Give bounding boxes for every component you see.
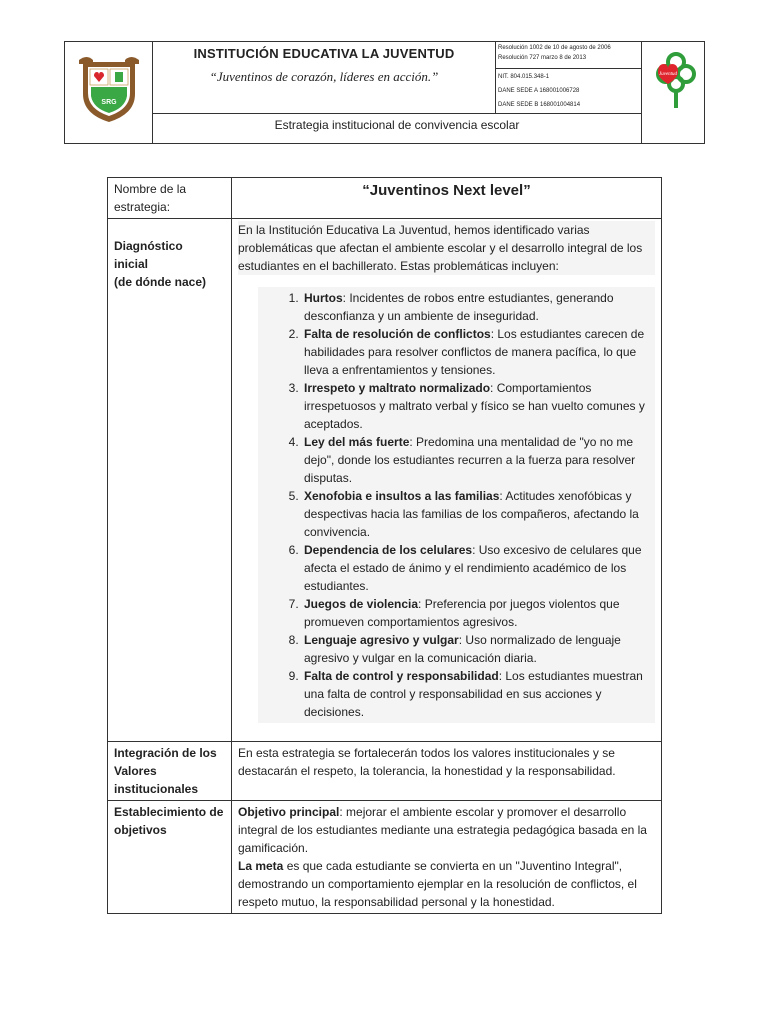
crest-label: SRG [101,99,117,106]
table-row [108,742,662,801]
resolution-block [496,42,641,69]
values-label-cell [108,742,232,801]
problem-item [302,433,655,487]
logo-cell [65,42,153,143]
goal-text: es que cada estudiante se convierta en un "Juventino Integral", demostrando un comportamiento ejemplar en la resolución de conflictos, el respeto mutuo, la responsabilidad personal y la honestidad. [238,859,637,909]
problem-title: Hurtos [304,291,343,305]
problem-text: : Incidentes de robos entre estudiantes, generando desconfianza y un ambiente de inseguridad. [304,291,614,323]
table-row [108,219,662,742]
objectives-content-cell [232,801,662,914]
problem-item [302,487,655,541]
strategy-name: “Juventinos Next level” [362,182,531,199]
right-logo-cell [642,42,704,143]
diagnostic-content-cell [232,219,662,742]
objectives-label-cell [108,801,232,914]
problem-text: : Los estudiantes carecen de habilidades para resolver conflictos de manera pacífica, lo que lleva a enfrentamientos y tensiones. [304,327,645,377]
problem-title: Lenguaje agresivo y vulgar [304,633,459,647]
problem-title: Xenofobia e insultos a las familias [304,489,500,503]
goal-bold: La meta [238,859,284,873]
strategy-title-cell [153,114,642,143]
objectives-label: Establecimiento de objetivos [114,805,224,837]
dane-a-line: DANE SEDE A 168001006728 [498,88,580,94]
problem-item [302,379,655,433]
document-header [64,41,705,144]
goal-paragraph [238,857,655,911]
problem-text: : Preferencia por juegos violentos que promueven comportamientos agresivos. [304,597,620,629]
strategy-title: Estrategia institucional de convivencia escolar [274,118,520,132]
objective-text: : mejorar el ambiente escolar y promover el desarrollo integral de los estudiantes mediante una estrategia pedagógica basada en la gamificación. [238,805,647,855]
school-crest-icon [79,54,139,124]
problem-text: : Los estudiantes muestran una falta de control y responsabilidad en sus acciones y decisiones. [304,669,643,719]
name-label: Nombre de la estrategia: [114,182,187,214]
institution-motto: “Juventinos de corazón, líderes en acción.” [209,69,439,84]
objective-paragraph [238,803,655,857]
problem-title: Irrespeto y maltrato normalizado [304,381,491,395]
values-text: En esta estrategia se fortalecerán todos los valores institucionales y se destacarán el respeto, la tolerancia, la honestidad y la responsabilidad. [238,746,616,778]
resolution-line: Resolución 1002 de 10 de agosto de 2006 [498,45,611,51]
table-row [108,801,662,914]
right-logo-label: Juventud [658,72,678,77]
problem-title: Falta de control y responsabilidad [304,669,499,683]
diagnostic-intro: En la Institución Educativa La Juventud, hemos identificado varias problemáticas que afectan el ambiente escolar y el desarrollo integral de los estudiantes en el bachillerato. Estas problemáticas incluyen: [238,221,655,275]
institution-name: INSTITUCIÓN EDUCATIVA LA JUVENTUD [193,46,455,61]
diagnostic-label [114,221,225,291]
problem-item [302,541,655,595]
diagnostic-label-cell [108,219,232,742]
problem-text: : Actitudes xenofóbicas y despectivas hacia las familias de los compañeros, afectando la convivencia. [304,489,639,539]
problem-item [302,631,655,667]
diagnostic-label-line: (de dónde nace) [114,275,207,289]
dane-b-line: DANE SEDE B 168001004814 [498,102,581,108]
problem-item [302,595,655,631]
problem-item [302,667,655,721]
problems-list [258,287,655,723]
objective-bold: Objetivo principal [238,805,340,819]
youth-logo-icon [648,50,698,114]
problem-title: Falta de resolución de conflictos [304,327,491,341]
name-label-cell [108,178,232,219]
diagnostic-label-line: Diagnóstico [114,239,183,253]
strategy-table [107,177,662,914]
name-value-cell [232,178,662,219]
problem-title: Ley del más fuerte [304,435,410,449]
problem-text: : Predomina una mentalidad de "yo no me dejo", donde los estudiantes recurren a la fuerza para resolver disputas. [304,435,636,485]
values-content-cell [232,742,662,801]
diagnostic-label-line: inicial [114,257,149,271]
problem-item [302,325,655,379]
problem-item [302,289,655,325]
problem-text: : Comportamientos irrespetuosos y maltrato verbal y físico se han vuelto comunes y aceptados. [304,381,645,431]
table-row [108,178,662,219]
problem-title: Juegos de violencia [304,597,419,611]
values-label: Integración de los Valores institucionales [114,746,217,796]
problem-title: Dependencia de los celulares [304,543,473,557]
resolution-line: Resolución 727 marzo 8 de 2013 [498,55,587,61]
nit-line: NIT. 804.015.348-1 [498,74,550,80]
ids-block [496,69,641,112]
resolution-cell [496,42,642,114]
problem-text: : Uso normalizado de lenguaje agresivo y vulgar en la comunicación diaria. [304,633,621,665]
problem-text: : Uso excesivo de celulares que afecta el estado de ánimo y el rendimiento académico de los estudiantes. [304,543,642,593]
title-cell [153,42,496,114]
